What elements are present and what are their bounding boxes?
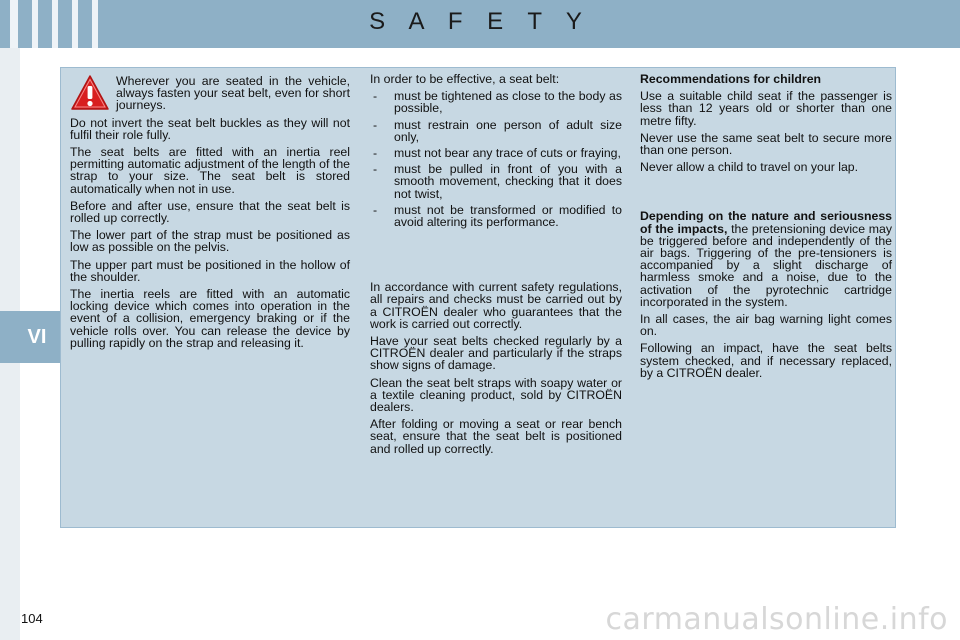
paragraph: Following an impact, have the seat belts system checked, and if necessary replaced, by a CITROËN dealer. <box>640 341 892 380</box>
list-item: - must not bear any trace of cuts or fraying, <box>370 147 622 159</box>
intro-text: Wherever you are seated in the vehicle, always fasten your seat belt, even for short journeys. <box>116 74 350 113</box>
paragraph: The seat belts are fitted with an inertia reel permitting automatic adjustment of the length of the strap to your size. The seat belt is stored automatically when not in use. <box>70 145 350 196</box>
chapter-label: VI <box>27 326 47 348</box>
paragraph: Do not invert the seat belt buckles as they will not fulfil their role fully. <box>70 115 350 142</box>
impact-paragraph <box>640 210 892 308</box>
page-title: S A F E T Y <box>369 8 591 35</box>
paragraph: The lower part of the strap must be positioned as low as possible on the pelvis. <box>70 228 350 255</box>
column-seat-belt-usage <box>70 73 350 354</box>
paragraph: After folding or moving a seat or rear bench seat, ensure that the seat belt is positioned and rolled up correctly. <box>370 417 622 456</box>
paragraph: Never allow a child to travel on your lap. <box>640 160 859 175</box>
paragraph: Before and after use, ensure that the seat belt is rolled up correctly. <box>70 198 350 226</box>
page-number: 104 <box>21 611 43 626</box>
warning-triangle-icon <box>70 73 110 113</box>
header-decoration <box>10 0 112 48</box>
list-intro: In order to be effective, a seat belt: <box>370 72 560 86</box>
spacer <box>370 233 622 281</box>
impact-bold-text: Depending on the nature and seriousness of the impacts, <box>640 209 892 236</box>
paragraph: Never use the same seat belt to secure more than one person. <box>640 130 892 158</box>
list-item: - must not be transformed or modified to avoid altering its performance. <box>370 204 622 228</box>
paragraph: The inertia reels are fitted with an automatic locking device which comes into operation in the event of a collision, emergency braking or if the vehicle rolls over. You can release the device by pulling rapidly on the strap and releasing it. <box>70 287 350 350</box>
paragraph: Use a suitable child seat if the passenger is less than 12 years old or shorter than one metre fifty. <box>640 89 892 128</box>
list-item: - must be pulled in front of you with a smooth movement, checking that it does not twist, <box>370 163 622 200</box>
paragraph: Clean the seat belt straps with soapy water or a textile cleaning product, sold by CITROËN dealers. <box>370 375 622 415</box>
paragraph: Have your seat belts checked regularly by a CITROËN dealer and particularly if the straps show signs of damage. <box>370 334 622 373</box>
impact-text: the pretensioning device may be triggered before and independently of the air bags. Triggering of the pre-tensioners is accompanied by a slight discharge of harmless smoke and a noise, due to the activation of the pyrotechnic cartridge incorporated in the system. <box>640 221 892 309</box>
column-seat-belt-requirements <box>370 73 622 460</box>
spacer <box>640 178 892 210</box>
page-header <box>0 0 960 48</box>
requirement-list <box>370 90 622 228</box>
paragraph: The upper part must be positioned in the hollow of the shoulder. <box>70 257 350 284</box>
section-heading: Recommendations for children <box>640 72 822 86</box>
paragraph: In all cases, the air bag warning light comes on. <box>640 312 892 339</box>
watermark: carmanualsonline.info <box>605 602 948 637</box>
list-item: - must be tightened as close to the body as possible, <box>370 90 622 114</box>
column-children-and-impacts <box>640 73 892 384</box>
list-item: - must restrain one person of adult size only, <box>370 119 622 143</box>
paragraph: In accordance with current safety regulations, all repairs and checks must be carried out by a CITROËN dealer who guarantees that the work is carried out correctly. <box>370 280 622 331</box>
